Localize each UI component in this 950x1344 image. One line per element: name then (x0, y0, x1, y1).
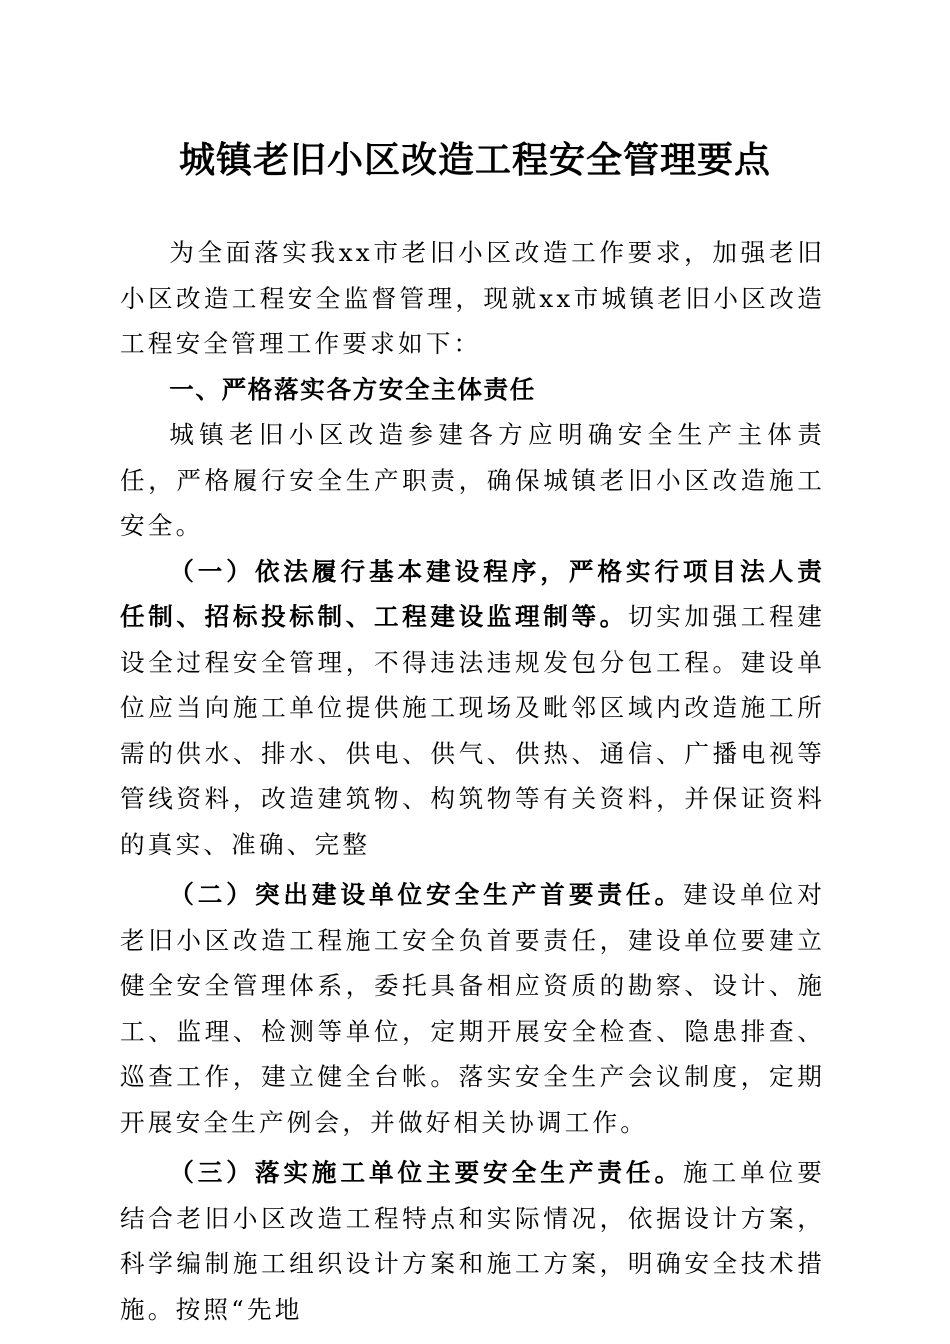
document-title: 城镇老旧小区改造工程安全管理要点 (178, 139, 771, 181)
intro-paragraph: 为全面落实我xx市老旧小区改造工作要求，加强老旧小区改造工程安全监督管理，现就xx市城镇老旧小区改造工程安全管理工作要求如下： (120, 238, 825, 358)
item-text-1: 切实加强工程建设全过程安全管理，不得违法违规发包分包工程。建设单位应当向施工单位提供施工现场及毗邻区域内改造施工所需的供水、排水、供电、供气、供热、通信、广播电视等管线资料，改造建筑物、构筑物等有关资料，并保证资料的真实、准确、完整 (120, 602, 825, 859)
section-paragraph: 城镇老旧小区改造参建各方应明确安全生产主体责任，严格履行安全生产职责，确保城镇老旧小区改造施工安全。 (120, 420, 825, 540)
item-lead-1: （一）依法履行基本建设程序，严格实行项目法人责任制、招标投标制、工程建设监理制等。 (120, 556, 825, 631)
document-body (120, 230, 825, 1332)
item-text-2: 建设单位对老旧小区改造工程施工安全负首要责任，建设单位要建立健全安全管理体系，委托具备相应资质的勘察、设计、施工、监理、检测等单位，定期开展安全检查、隐患排查、巡查工作，建立健全台帐。落实安全生产会议制度，定期开展安全生产例会，并做好相关协调工作。 (120, 880, 825, 1137)
item-paragraph-1 (120, 549, 825, 868)
item-lead-3: （三）落实施工单位主要安全生产责任。 (169, 1158, 684, 1187)
section-heading: 一、严格落实各方安全主体责任 (169, 374, 536, 404)
item-lead-2: （二）突出建设单位安全生产首要责任。 (169, 880, 684, 909)
item-text-3: 施工单位要结合老旧小区改造工程特点和实际情况，依据设计方案，科学编制施工组织设计方案和施工方案，明确安全技术措施。按照“先地 (120, 1158, 825, 1324)
item-paragraph-2 (120, 872, 825, 1145)
item-paragraph-3 (120, 1150, 825, 1332)
